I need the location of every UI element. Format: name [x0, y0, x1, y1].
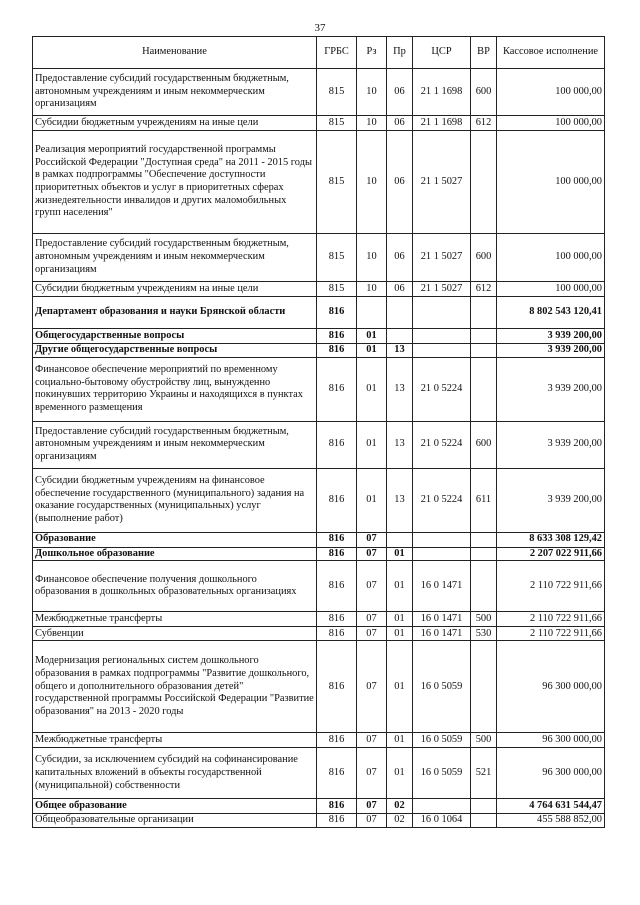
- row-pr: 06: [387, 69, 413, 116]
- row-name: Другие общегосударственные вопросы: [33, 344, 317, 358]
- row-grbs: 816: [317, 297, 357, 329]
- page-number: 37: [314, 22, 326, 34]
- row-pr: 13: [387, 344, 413, 358]
- row-pr: 13: [387, 421, 413, 468]
- row-pr: 01: [387, 641, 413, 733]
- row-rz: 07: [357, 612, 387, 627]
- row-amount: 3 939 200,00: [497, 357, 605, 421]
- row-grbs: 816: [317, 357, 357, 421]
- header-rz: Рз: [357, 37, 387, 69]
- row-amount: 2 207 022 911,66: [497, 547, 605, 561]
- row-csr: 16 0 5059: [413, 733, 471, 748]
- row-rz: 01: [357, 357, 387, 421]
- row-grbs: 815: [317, 282, 357, 297]
- row-name: Модернизация региональных систем дошкольного образования в рамках подпрограммы "Развитие дошкольного, общего и дополнительного образования детей" государственной программы Российской Федерации "Развитие образования" на 2013 - 2020 годы: [33, 641, 317, 733]
- row-name: Реализация мероприятий государственной программы Российской Федерации "Доступная среда" на 2011 - 2015 годы в рамках подпрограммы "Обеспечение доступности приоритетных объектов и услуг в приоритетных сферах жизнедеятельности инвалидов и других маломобильных групп населения": [33, 131, 317, 234]
- row-amount: 8 802 543 120,41: [497, 297, 605, 329]
- table-row: [33, 641, 605, 733]
- row-csr: 16 0 1471: [413, 561, 471, 612]
- row-grbs: 816: [317, 612, 357, 627]
- row-csr: 21 0 5224: [413, 357, 471, 421]
- row-vr: 611: [471, 468, 497, 532]
- row-rz: 01: [357, 329, 387, 344]
- row-name: Общее образование: [33, 799, 317, 814]
- table-row: [33, 612, 605, 627]
- row-name: Предоставление субсидий государственным бюджетным, автономным учреждениям и иным некоммерческим организациям: [33, 69, 317, 116]
- row-amount: 3 939 200,00: [497, 468, 605, 532]
- row-pr: 01: [387, 748, 413, 799]
- row-csr: 16 0 5059: [413, 748, 471, 799]
- row-csr: [413, 547, 471, 561]
- row-vr: 500: [471, 612, 497, 627]
- row-name: Дошкольное образование: [33, 547, 317, 561]
- row-vr: [471, 799, 497, 814]
- row-amount: 8 633 308 129,42: [497, 532, 605, 547]
- row-vr: [471, 131, 497, 234]
- row-rz: 01: [357, 468, 387, 532]
- table-row: [33, 329, 605, 344]
- row-csr: 21 1 1698: [413, 116, 471, 131]
- row-csr: 16 0 5059: [413, 641, 471, 733]
- row-pr: 01: [387, 561, 413, 612]
- row-name: Департамент образования и науки Брянской области: [33, 297, 317, 329]
- header-csr: ЦСР: [413, 37, 471, 69]
- row-name: Предоставление субсидий государственным бюджетным, автономным учреждениям и иным некоммерческим организациям: [33, 421, 317, 468]
- row-name: Предоставление субсидий государственным бюджетным, автономным учреждениям и иным некоммерческим организациям: [33, 234, 317, 282]
- row-vr: 600: [471, 421, 497, 468]
- table-row: [33, 748, 605, 799]
- row-vr: 500: [471, 733, 497, 748]
- row-csr: [413, 532, 471, 547]
- row-rz: 07: [357, 748, 387, 799]
- row-vr: [471, 532, 497, 547]
- row-amount: 96 300 000,00: [497, 748, 605, 799]
- table-row: [33, 799, 605, 814]
- table-row: [33, 69, 605, 116]
- row-name: Субсидии бюджетным учреждениям на финансовое обеспечение государственного (муниципального) задания на оказание государственных (муниципальных) услуг (выполнение работ): [33, 468, 317, 532]
- row-vr: [471, 344, 497, 358]
- row-name: Межбюджетные трансферты: [33, 733, 317, 748]
- row-csr: 21 1 5027: [413, 282, 471, 297]
- table-row: [33, 282, 605, 297]
- row-vr: [471, 814, 497, 828]
- row-vr: [471, 297, 497, 329]
- row-amount: 2 110 722 911,66: [497, 612, 605, 627]
- row-csr: 21 0 5224: [413, 468, 471, 532]
- row-grbs: 815: [317, 131, 357, 234]
- row-name: Общеобразовательные организации: [33, 814, 317, 828]
- row-grbs: 816: [317, 627, 357, 641]
- table-row: [33, 532, 605, 547]
- table-row: [33, 234, 605, 282]
- row-rz: 07: [357, 532, 387, 547]
- row-grbs: 815: [317, 116, 357, 131]
- row-amount: 3 939 200,00: [497, 344, 605, 358]
- row-pr: 06: [387, 234, 413, 282]
- row-rz: 07: [357, 627, 387, 641]
- row-amount: 96 300 000,00: [497, 733, 605, 748]
- row-amount: 3 939 200,00: [497, 329, 605, 344]
- row-vr: 600: [471, 234, 497, 282]
- row-pr: 01: [387, 733, 413, 748]
- row-pr: 06: [387, 131, 413, 234]
- row-name: Субсидии, за исключением субсидий на софинансирование капитальных вложений в объекты государственной (муниципальной) собственности: [33, 748, 317, 799]
- row-vr: [471, 641, 497, 733]
- row-pr: 02: [387, 799, 413, 814]
- row-rz: 01: [357, 421, 387, 468]
- row-amount: 100 000,00: [497, 282, 605, 297]
- row-csr: [413, 344, 471, 358]
- row-grbs: 816: [317, 641, 357, 733]
- row-rz: 10: [357, 282, 387, 297]
- row-grbs: 816: [317, 329, 357, 344]
- header-grbs: ГРБС: [317, 37, 357, 69]
- row-name: Общегосударственные вопросы: [33, 329, 317, 344]
- row-grbs: 816: [317, 421, 357, 468]
- row-rz: 07: [357, 641, 387, 733]
- table-row: [33, 421, 605, 468]
- row-amount: 100 000,00: [497, 116, 605, 131]
- table-row: [33, 733, 605, 748]
- row-vr: 530: [471, 627, 497, 641]
- row-vr: [471, 547, 497, 561]
- row-csr: [413, 799, 471, 814]
- table-row: [33, 627, 605, 641]
- row-amount: 455 588 852,00: [497, 814, 605, 828]
- row-grbs: 816: [317, 468, 357, 532]
- row-rz: 01: [357, 344, 387, 358]
- row-rz: 07: [357, 799, 387, 814]
- row-grbs: 815: [317, 69, 357, 116]
- row-pr: 01: [387, 547, 413, 561]
- row-amount: 2 110 722 911,66: [497, 627, 605, 641]
- row-rz: 07: [357, 733, 387, 748]
- row-amount: 96 300 000,00: [497, 641, 605, 733]
- table-row: [33, 468, 605, 532]
- table-row: [33, 131, 605, 234]
- row-pr: 02: [387, 814, 413, 828]
- row-name: Образование: [33, 532, 317, 547]
- budget-execution-table: [32, 36, 605, 828]
- row-vr: [471, 357, 497, 421]
- row-name: Субсидии бюджетным учреждениям на иные цели: [33, 282, 317, 297]
- row-pr: 01: [387, 612, 413, 627]
- row-amount: 100 000,00: [497, 131, 605, 234]
- row-pr: [387, 532, 413, 547]
- table-row: [33, 116, 605, 131]
- row-amount: 4 764 631 544,47: [497, 799, 605, 814]
- row-vr: [471, 561, 497, 612]
- row-rz: 07: [357, 547, 387, 561]
- row-amount: 100 000,00: [497, 69, 605, 116]
- row-name: Финансовое обеспечение мероприятий по временному социально-бытовому обустройству лиц, вынужденно покинувших территорию Украины и находящихся в пунктах временного размещения: [33, 357, 317, 421]
- row-rz: [357, 297, 387, 329]
- row-name: Межбюджетные трансферты: [33, 612, 317, 627]
- table-row: [33, 547, 605, 561]
- header-name: Наименование: [33, 37, 317, 69]
- row-vr: [471, 329, 497, 344]
- row-pr: 06: [387, 116, 413, 131]
- row-rz: 07: [357, 814, 387, 828]
- row-amount: 3 939 200,00: [497, 421, 605, 468]
- row-pr: 13: [387, 357, 413, 421]
- row-rz: 10: [357, 116, 387, 131]
- row-csr: 21 0 5224: [413, 421, 471, 468]
- row-csr: 16 0 1471: [413, 612, 471, 627]
- row-grbs: 816: [317, 748, 357, 799]
- table-row: [33, 344, 605, 358]
- header-pr: Пр: [387, 37, 413, 69]
- row-csr: 21 1 5027: [413, 234, 471, 282]
- row-rz: 10: [357, 131, 387, 234]
- table-row: [33, 814, 605, 828]
- row-vr: 600: [471, 69, 497, 116]
- row-csr: 16 0 1471: [413, 627, 471, 641]
- row-csr: [413, 329, 471, 344]
- table-row: [33, 561, 605, 612]
- row-vr: 521: [471, 748, 497, 799]
- row-csr: 16 0 1064: [413, 814, 471, 828]
- row-grbs: 816: [317, 344, 357, 358]
- row-grbs: 816: [317, 532, 357, 547]
- row-amount: 100 000,00: [497, 234, 605, 282]
- table-row: [33, 297, 605, 329]
- row-rz: 07: [357, 561, 387, 612]
- row-name: Финансовое обеспечение получения дошкольного образования в дошкольных образовательных организациях: [33, 561, 317, 612]
- row-name: Субвенции: [33, 627, 317, 641]
- row-rz: 10: [357, 69, 387, 116]
- row-grbs: 816: [317, 547, 357, 561]
- row-grbs: 816: [317, 733, 357, 748]
- header-vr: ВР: [471, 37, 497, 69]
- row-name: Субсидии бюджетным учреждениям на иные цели: [33, 116, 317, 131]
- table-header-row: [33, 37, 605, 69]
- row-grbs: 816: [317, 561, 357, 612]
- row-csr: 21 1 1698: [413, 69, 471, 116]
- row-rz: 10: [357, 234, 387, 282]
- row-grbs: 816: [317, 814, 357, 828]
- row-pr: [387, 329, 413, 344]
- row-pr: 01: [387, 627, 413, 641]
- row-grbs: 815: [317, 234, 357, 282]
- row-vr: 612: [471, 282, 497, 297]
- row-pr: 06: [387, 282, 413, 297]
- row-csr: 21 1 5027: [413, 131, 471, 234]
- row-amount: 2 110 722 911,66: [497, 561, 605, 612]
- header-amount: Кассовое исполнение: [497, 37, 605, 69]
- row-pr: 13: [387, 468, 413, 532]
- row-grbs: 816: [317, 799, 357, 814]
- table-row: [33, 357, 605, 421]
- row-vr: 612: [471, 116, 497, 131]
- row-csr: [413, 297, 471, 329]
- row-pr: [387, 297, 413, 329]
